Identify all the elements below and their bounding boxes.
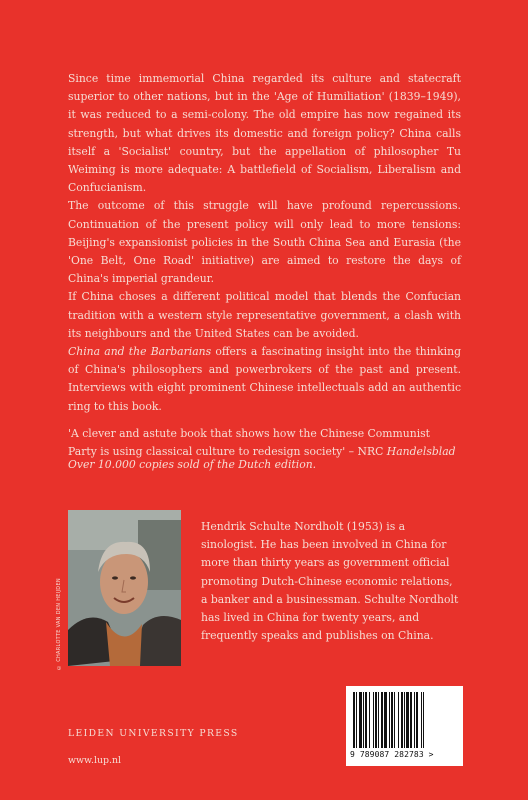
blurb-paragraph-2: The outcome of this struggle will have profound repercussions. Continuation of the present policy will only lead to more tensions: Beijing's expansionist policies in the South China Sea and Eurasia (the 'One Belt, One Road' initiative) are aimed to restore the days of China's imperial grandeur. bbox=[68, 199, 461, 286]
quote-source: Handelsblad bbox=[386, 445, 456, 459]
blurb-paragraph-1: Since time immemorial China regarded its culture and statecraft superior to other nations, but in the 'Age of Humiliation' (1839–1949), it was reduced to a semi-colony. The old empire has now regained its strength, but what drives its domestic and foreign policy? China calls itself a 'Socialist' country, but the appellation of philosopher Tu Weiming is more adequate: A battlefield of Socialism, Liberalism and Confucianism. bbox=[68, 72, 461, 195]
author-bio: Hendrik Schulte Nordholt (1953) is a sinologist. He has been involved in China for more than thirty years as government official promoting Dutch-Chinese economic relations, a banker and a businessman. Schulte Nordholt has lived in China for twenty years, and frequently speaks and publishes on China. bbox=[201, 520, 459, 643]
isbn-number: 9 789087 282783 > bbox=[350, 750, 434, 759]
blurb-paragraph-4-text: offers a fascinating insight into the thinking of China's philosophers and powerbrokers of the past and present. Interviews with eight prominent Chinese intellectuals add an authentic ring to this book. bbox=[68, 345, 462, 413]
author-photo bbox=[68, 510, 181, 666]
publisher-url[interactable]: www.lup.nl bbox=[68, 755, 121, 766]
blurb bbox=[68, 70, 461, 416]
barcode-bars bbox=[352, 692, 457, 748]
isbn-barcode bbox=[346, 686, 463, 766]
quote-text: 'A clever and astute book that shows how the Chinese Communist Party is using classical culture to redesign society' – NRC bbox=[68, 427, 431, 459]
photo-credit: © CHARLOTTE VAN DEN HEIJDEN bbox=[56, 578, 62, 670]
publisher-name: LEIDEN UNIVERSITY PRESS bbox=[68, 728, 239, 739]
blurb-paragraph-3: If China choses a different political model that blends the Confucian tradition with a western style representative government, a clash with its neighbours and the United States can be avoided. bbox=[68, 290, 461, 340]
sales-note: Over 10.000 copies sold of the Dutch edition. bbox=[68, 458, 317, 471]
book-title: China and the Barbarians bbox=[68, 345, 212, 359]
blurb-paragraph-4 bbox=[68, 343, 461, 416]
